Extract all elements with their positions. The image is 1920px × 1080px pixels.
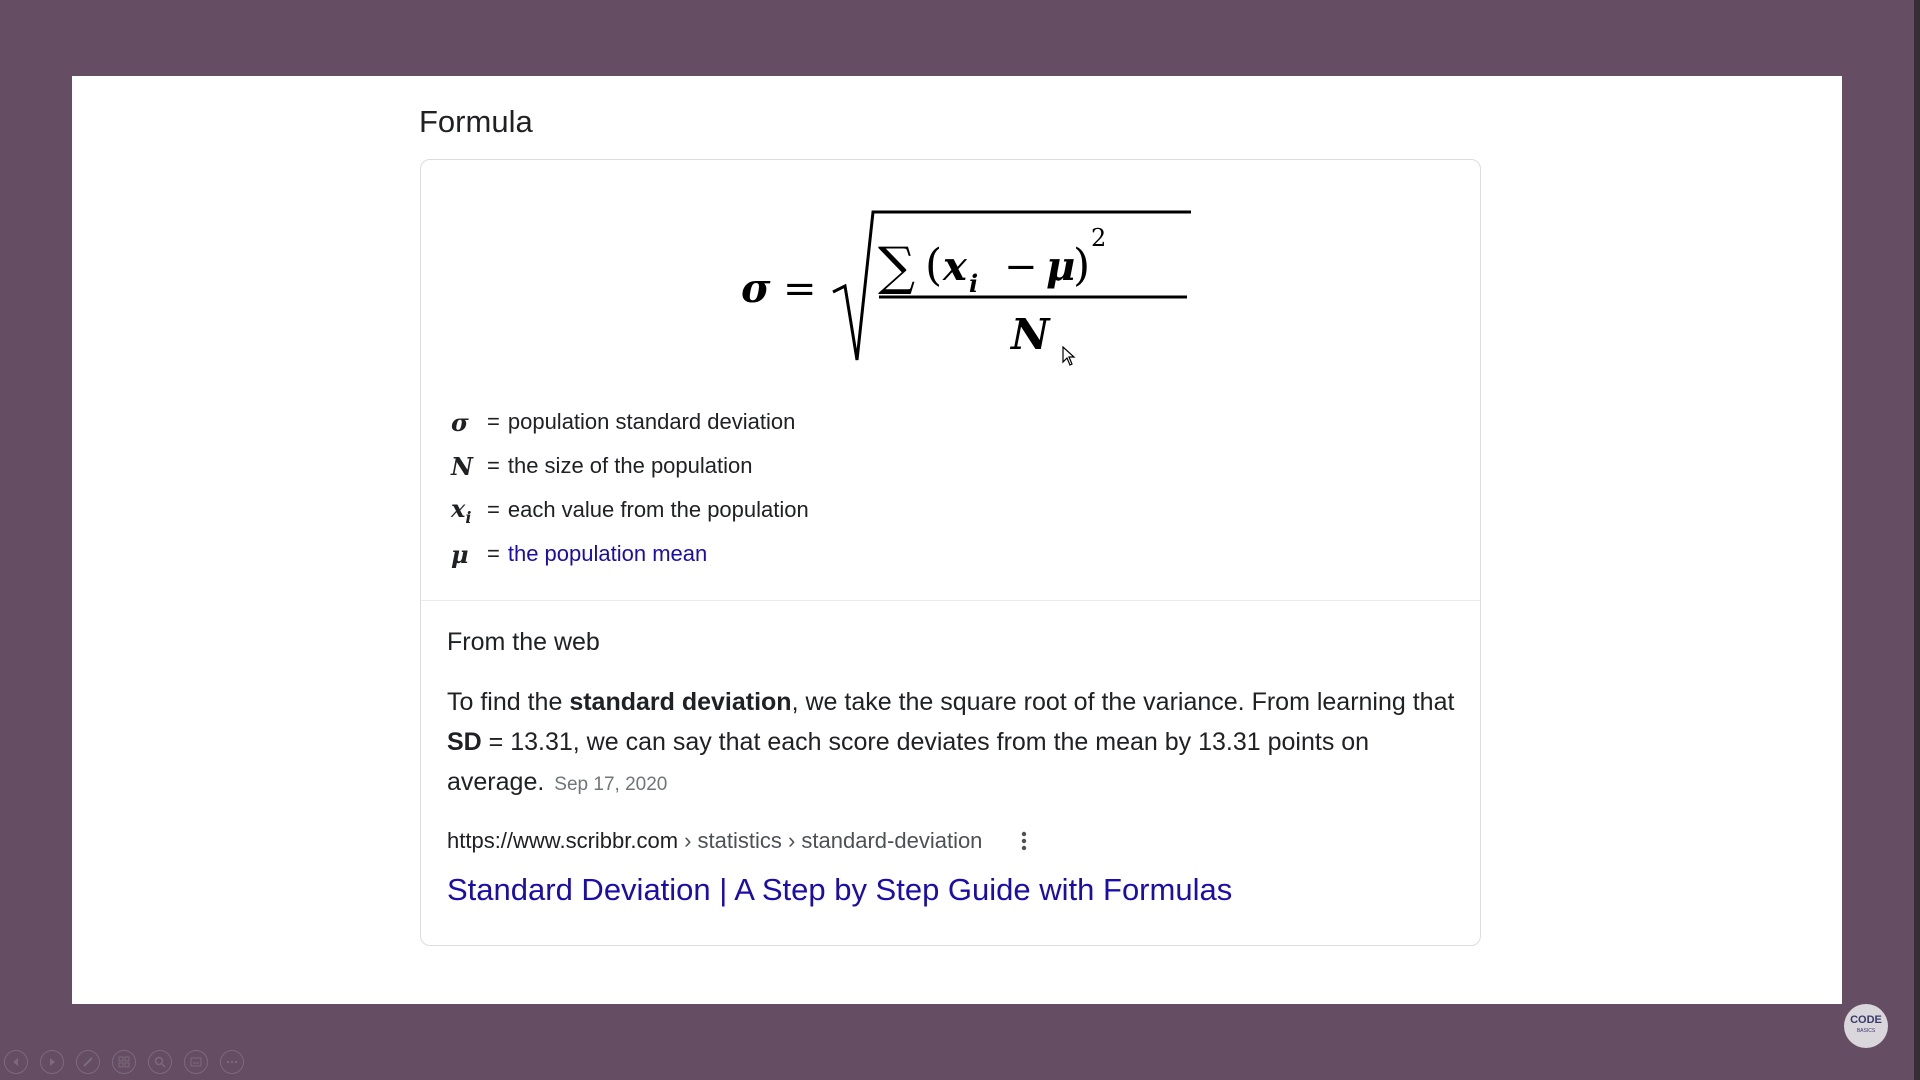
standard-deviation-formula bbox=[721, 202, 1181, 372]
section-heading: Formula bbox=[419, 104, 533, 139]
slides-grid-icon[interactable] bbox=[112, 1050, 136, 1074]
from-the-web-label: From the web bbox=[447, 628, 600, 656]
formula-mu: μ bbox=[1046, 243, 1076, 290]
codebasics-logo: CODE BASICS bbox=[1844, 1004, 1888, 1048]
def-equals: = bbox=[487, 409, 500, 434]
def-symbol: σ bbox=[451, 407, 469, 437]
pen-icon[interactable] bbox=[76, 1050, 100, 1074]
screen-edge bbox=[1914, 0, 1920, 1080]
def-symbol: μ bbox=[451, 539, 469, 569]
slide bbox=[72, 76, 1842, 1004]
formula-sum: ∑ bbox=[878, 237, 916, 297]
more-icon[interactable] bbox=[220, 1050, 244, 1074]
def-equals: = bbox=[487, 453, 500, 478]
formula-close-paren: ) bbox=[1073, 240, 1091, 291]
citation-path: › statistics › standard-deviation bbox=[684, 828, 983, 853]
divider bbox=[421, 600, 1480, 601]
formula-subscript-i: i bbox=[969, 269, 979, 298]
more-options-icon[interactable] bbox=[1012, 829, 1036, 853]
result-title-link[interactable]: Standard Deviation | A Step by Step Guide with Formulas bbox=[447, 872, 1233, 907]
definition-row bbox=[451, 400, 809, 444]
formula-open-paren: ( bbox=[925, 240, 943, 291]
next-slide-icon[interactable] bbox=[40, 1050, 64, 1074]
formula-exponent: 2 bbox=[1091, 224, 1107, 252]
definition-row bbox=[451, 444, 809, 488]
def-equals: = bbox=[487, 541, 500, 566]
def-text: each value from the population bbox=[507, 497, 809, 522]
formula-graphic bbox=[721, 202, 1181, 372]
slideshow-toolbar bbox=[4, 1050, 244, 1074]
snippet-date: Sep 17, 2020 bbox=[554, 774, 668, 795]
citation-domain: https://www.scribbr.com bbox=[447, 828, 679, 853]
formula-minus: − bbox=[1004, 244, 1038, 290]
population-mean-link[interactable]: the population mean bbox=[507, 541, 708, 566]
formula-x: x bbox=[943, 243, 967, 290]
formula-card bbox=[420, 159, 1481, 946]
definition-row bbox=[451, 488, 809, 532]
def-symbol: $x_i$ bbox=[451, 493, 472, 527]
def-symbol: N bbox=[451, 451, 473, 481]
zoom-icon[interactable] bbox=[148, 1050, 172, 1074]
definition-row bbox=[451, 532, 809, 576]
formula-equals: = bbox=[783, 266, 817, 312]
featured-snippet: To find the standard deviation, we take the square root of the variance. From learning that SD = 13.31, we can say that each score deviates from the mean by 13.31 points on average. Sep 17, 2020 bbox=[447, 688, 1455, 796]
mouse-cursor-icon bbox=[1062, 346, 1076, 371]
def-text: population standard deviation bbox=[507, 409, 796, 434]
previous-slide-icon[interactable] bbox=[4, 1050, 28, 1074]
formula-sigma: σ bbox=[741, 265, 771, 312]
def-text: the size of the population bbox=[507, 453, 753, 478]
definitions-list bbox=[451, 400, 809, 576]
def-equals: = bbox=[487, 497, 500, 522]
result-citation bbox=[447, 828, 1036, 854]
formula-denominator: N bbox=[1011, 310, 1050, 359]
subtitles-icon[interactable] bbox=[184, 1050, 208, 1074]
